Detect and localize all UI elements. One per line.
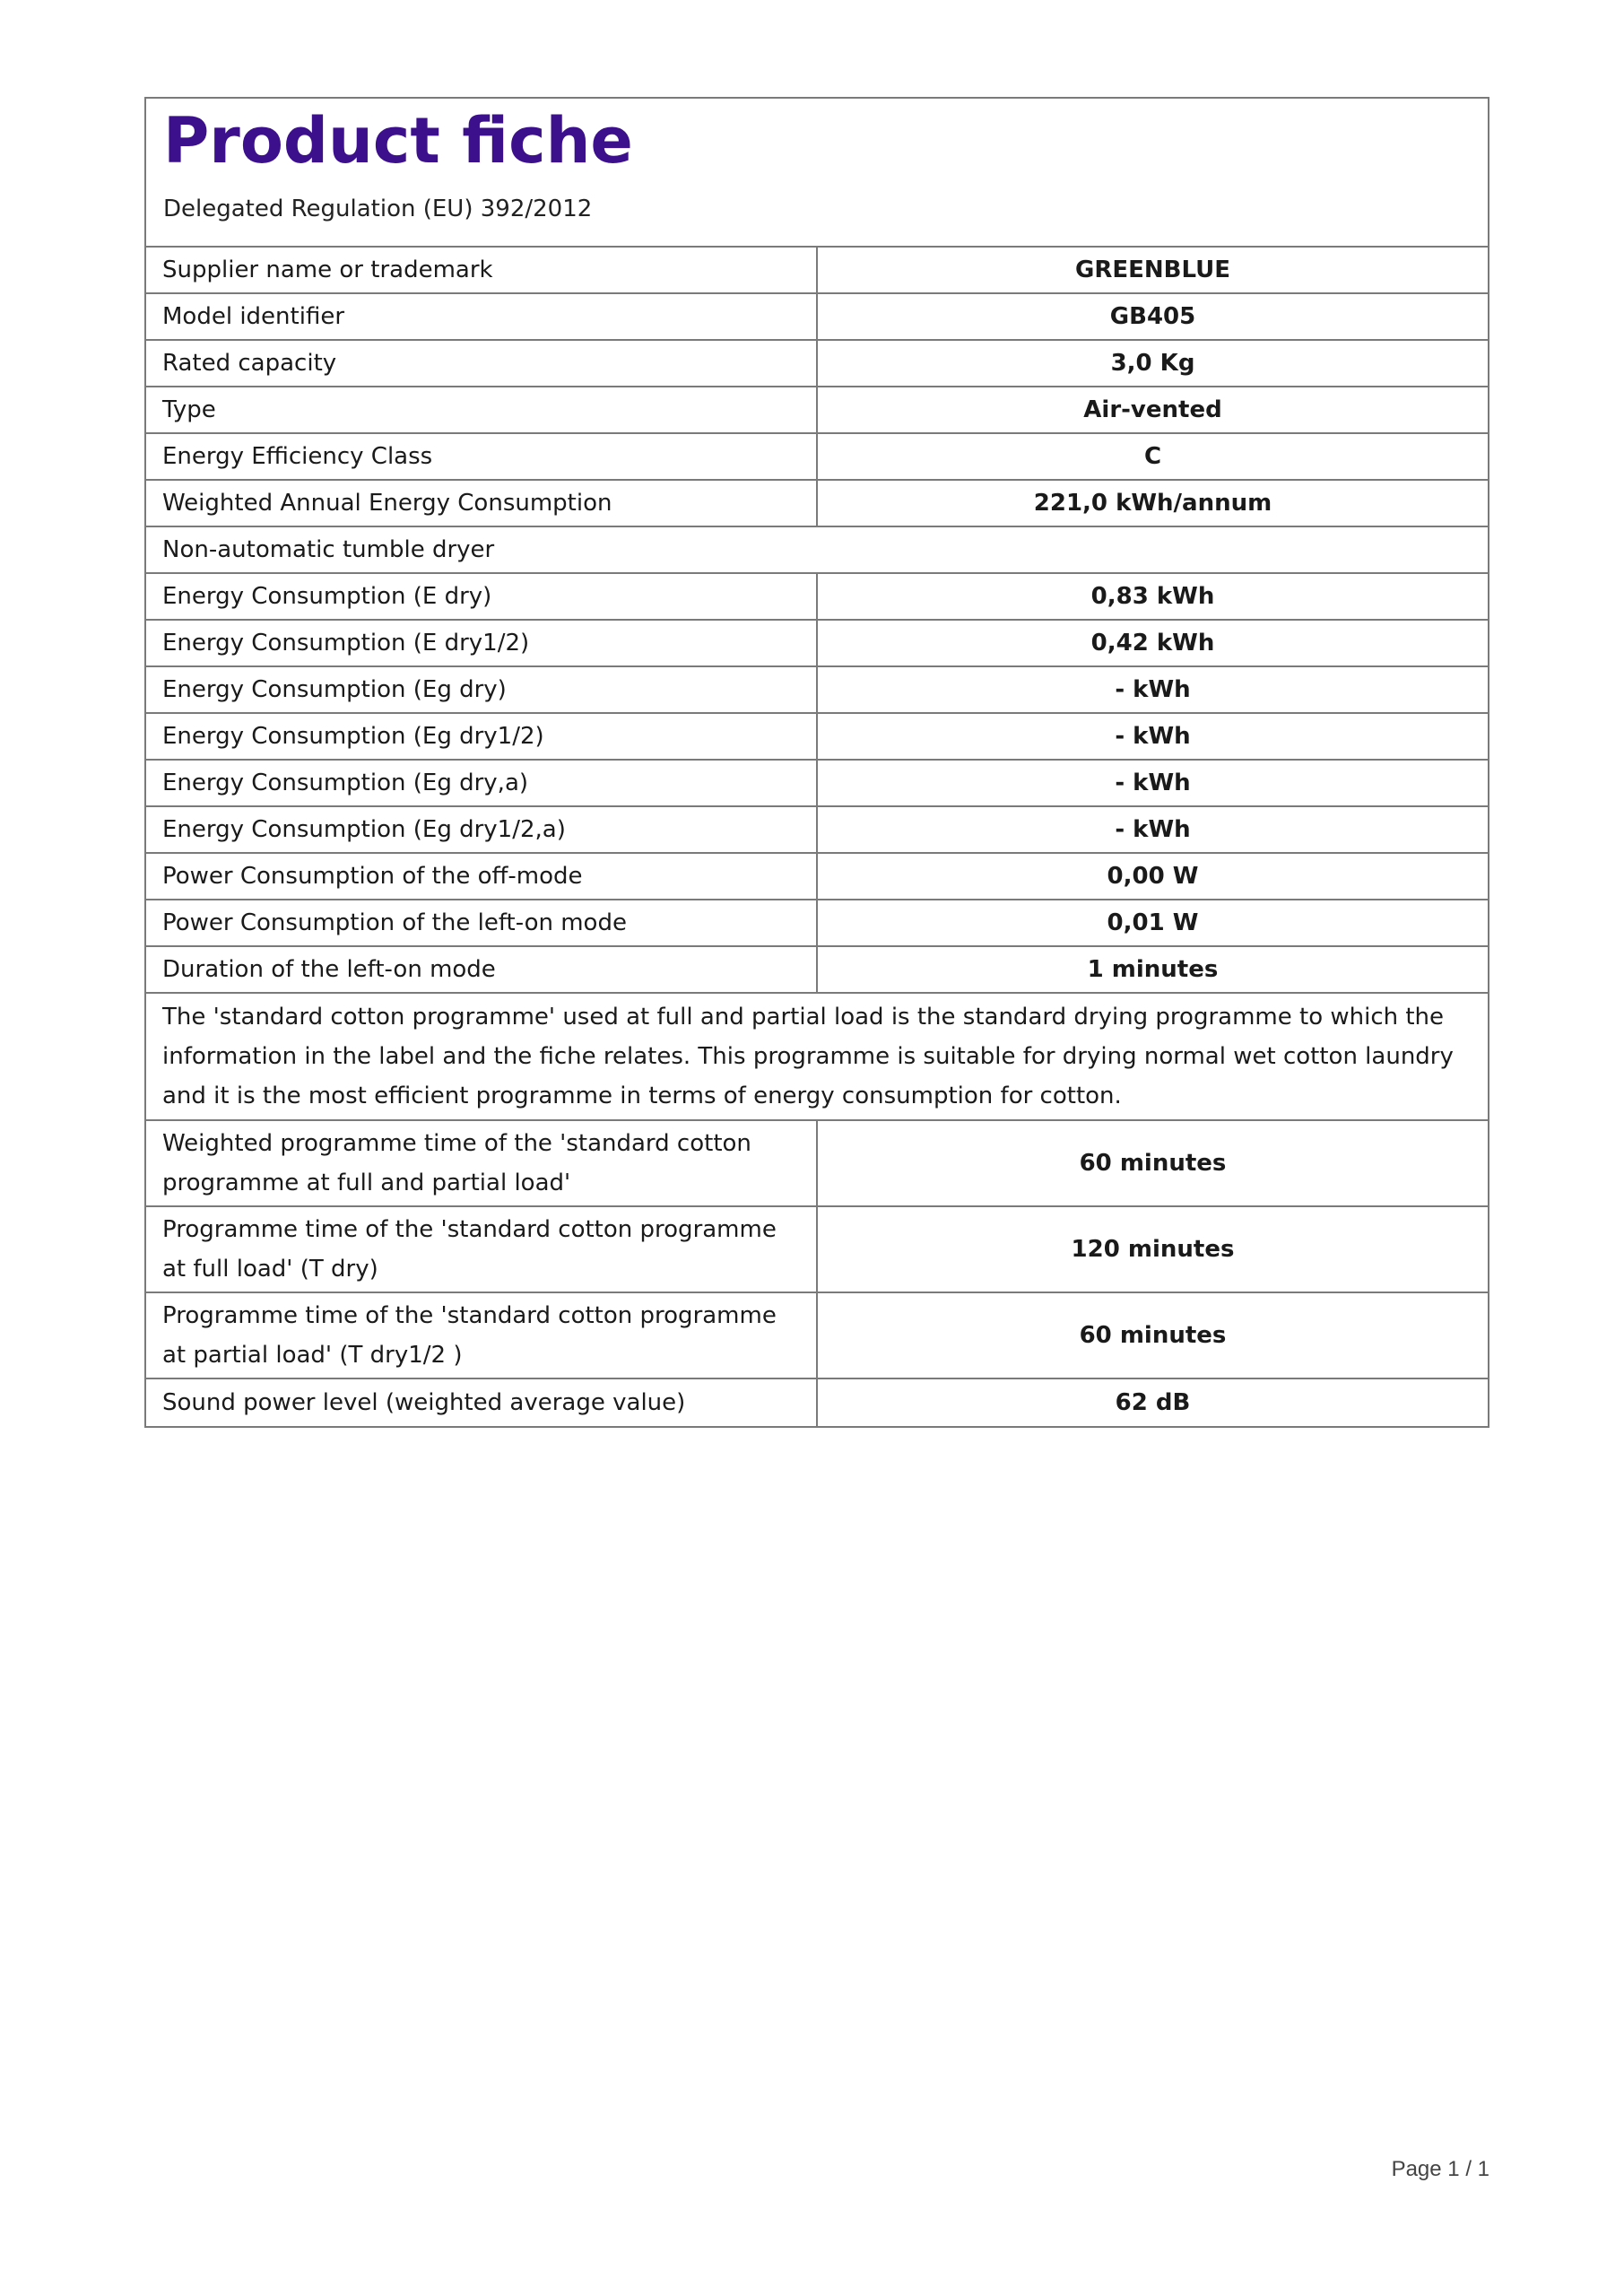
table-row xyxy=(146,341,1488,387)
table-row xyxy=(146,387,1488,434)
row-value: Air-vented xyxy=(1083,396,1222,423)
row-label: Power Consumption of the off-mode xyxy=(146,854,818,899)
row-label: Energy Consumption (Eg dry1/2) xyxy=(146,714,818,759)
table-row xyxy=(146,1293,1488,1379)
row-label: Type xyxy=(146,387,818,432)
regulation-subtitle: Delegated Regulation (EU) 392/2012 xyxy=(163,196,593,222)
row-value: 0,00 W xyxy=(1107,863,1199,890)
row-label: Energy Consumption (Eg dry1/2,a) xyxy=(146,807,818,852)
row-value: 0,83 kWh xyxy=(1090,583,1215,610)
table-row xyxy=(146,854,1488,900)
programme-note: The 'standard cotton programme' used at full and partial load is the standard drying programme to which the information in the label and the fiche relates. This programme is suitable for drying normal wet cotton laundry and it is the most efficient programme in terms of energy consumption for cotton. xyxy=(162,1004,1454,1109)
row-value: 0,42 kWh xyxy=(1090,630,1215,657)
row-value: C xyxy=(1143,443,1162,470)
page-number: Page 1 / 1 xyxy=(1391,2157,1489,2181)
fiche-header xyxy=(146,99,1488,248)
table-row xyxy=(146,248,1488,294)
row-value: 60 minutes xyxy=(1079,1322,1227,1349)
table-row xyxy=(146,1207,1488,1293)
row-value: - kWh xyxy=(1115,676,1191,703)
table-row xyxy=(146,621,1488,667)
section-note: Non-automatic tumble dryer xyxy=(162,536,495,563)
table-row xyxy=(146,1379,1488,1426)
row-label: Programme time of the 'standard cotton programme at partial load' (T dry1/2 ) xyxy=(146,1293,818,1378)
row-value: 3,0 Kg xyxy=(1110,350,1195,377)
table-row xyxy=(146,714,1488,761)
table-row xyxy=(146,667,1488,714)
row-label: Energy Consumption (E dry) xyxy=(146,574,818,619)
row-label: Energy Consumption (E dry1/2) xyxy=(146,621,818,665)
programme-note-row xyxy=(146,994,1488,1121)
row-label: Energy Efficiency Class xyxy=(146,434,818,479)
row-label: Model identifier xyxy=(146,294,818,339)
row-label: Weighted programme time of the 'standard cotton programme at full and partial load' xyxy=(146,1121,818,1205)
row-label: Rated capacity xyxy=(146,341,818,386)
table-row xyxy=(146,434,1488,481)
table-row xyxy=(146,481,1488,527)
row-value: 221,0 kWh/annum xyxy=(1033,490,1272,517)
section-note-row xyxy=(146,527,1488,574)
page-title: Product fiche xyxy=(163,104,633,178)
row-label: Duration of the left-on mode xyxy=(146,947,818,992)
row-label: Programme time of the 'standard cotton programme at full load' (T dry) xyxy=(146,1207,818,1292)
row-label: Weighted Annual Energy Consumption xyxy=(146,481,818,526)
row-value: - kWh xyxy=(1115,723,1191,750)
row-value: 0,01 W xyxy=(1107,909,1199,936)
row-value: 60 minutes xyxy=(1079,1150,1227,1177)
table-row xyxy=(146,294,1488,341)
table-row xyxy=(146,1121,1488,1207)
row-label: Energy Consumption (Eg dry,a) xyxy=(146,761,818,805)
row-value: 120 minutes xyxy=(1071,1236,1235,1263)
table-row xyxy=(146,900,1488,947)
row-value: - kWh xyxy=(1115,816,1191,843)
row-value: GB405 xyxy=(1109,303,1196,330)
row-value: GREENBLUE xyxy=(1075,257,1230,283)
table-row xyxy=(146,761,1488,807)
table-row xyxy=(146,947,1488,994)
table-row xyxy=(146,807,1488,854)
product-fiche-table xyxy=(144,97,1489,1428)
row-label: Sound power level (weighted average value) xyxy=(146,1379,818,1426)
table-row xyxy=(146,574,1488,621)
row-value: 62 dB xyxy=(1115,1389,1191,1416)
row-value: - kWh xyxy=(1115,770,1191,796)
row-value: 1 minutes xyxy=(1087,956,1219,983)
row-label: Power Consumption of the left-on mode xyxy=(146,900,818,945)
row-label: Supplier name or trademark xyxy=(146,248,818,292)
row-label: Energy Consumption (Eg dry) xyxy=(146,667,818,712)
